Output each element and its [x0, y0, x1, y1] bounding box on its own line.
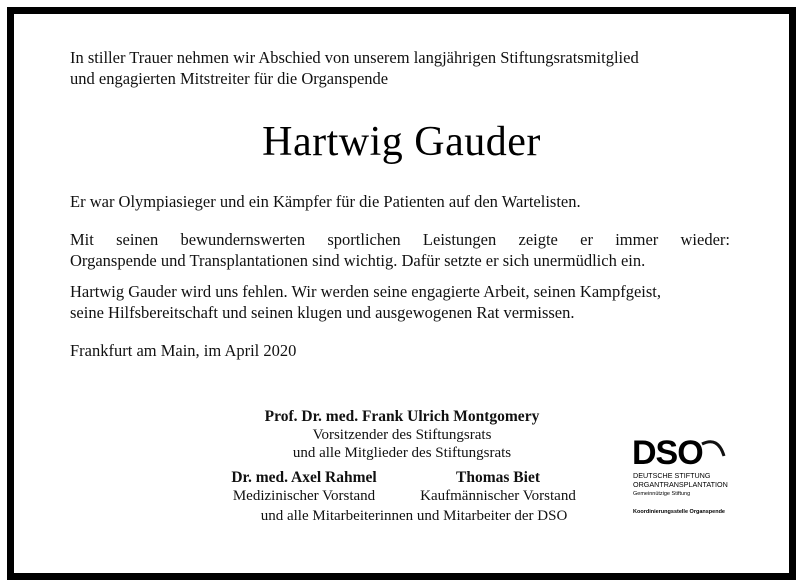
paragraph-achievements	[70, 229, 730, 271]
intro-text	[70, 47, 750, 89]
medical-role: Medizinischer Vorstand	[232, 488, 376, 504]
intro-line-2: und engagierten Mitstreiter für die Organspende	[70, 69, 389, 88]
signature-medical	[204, 469, 404, 505]
dso-logo-line-4: Koordinierungsstelle Organspende	[633, 509, 725, 515]
chair-role: Vorsitzender des Stiftungsrats	[312, 427, 492, 443]
signature-staff: und alle Mitarbeiterinnen und Mitarbeiter der DSO	[260, 508, 568, 524]
dso-logo-mark: DSO	[632, 434, 703, 472]
medical-name: Dr. med. Axel Rahmel	[231, 469, 377, 486]
commercial-role: Kaufmännischer Vorstand	[420, 488, 576, 504]
obituary-frame	[7, 7, 796, 580]
chair-name: Prof. Dr. med. Frank Ulrich Montgomery	[264, 408, 540, 425]
place-date: Frankfurt am Main, im April 2020	[70, 341, 297, 360]
commercial-name: Thomas Biet	[456, 469, 540, 486]
signature-commercial	[398, 469, 598, 505]
dso-logo-line-2: ORGANTRANSPLANTATION	[633, 480, 728, 489]
dso-logo-arc	[702, 442, 724, 456]
signature-chair	[232, 408, 572, 462]
chair-group: und alle Mitglieder des Stiftungsrats	[292, 445, 512, 461]
dso-logo-line-3: Gemeinnützige Stiftung	[633, 491, 691, 497]
paragraph-olympic: Er war Olympiasieger und ein Kämpfer für die Patienten auf den Wartelisten.	[70, 192, 581, 211]
paragraph-farewell	[70, 281, 730, 323]
dso-logo-line-1: DEUTSCHE STIFTUNG	[633, 471, 711, 480]
dso-logo	[632, 430, 757, 520]
intro-line-1: In stiller Trauer nehmen wir Abschied von unserem langjährigen Stiftungsratsmitglied	[70, 48, 639, 67]
paragraph-farewell-line-1: Hartwig Gauder wird uns fehlen. Wir werden seine engagierte Arbeit, seinen Kampfgeist,	[70, 282, 662, 301]
deceased-name: Hartwig Gauder	[262, 119, 541, 165]
paragraph-farewell-line-2: seine Hilfsbereitschaft und seinen klugen und ausgewogenen Rat vermissen.	[70, 303, 575, 322]
paragraph-achievements-line-1: Mit seinen bewundernswerten sportlichen Leistungen zeigte er immer wieder:	[70, 230, 730, 249]
paragraph-achievements-line-2: Organspende und Transplantationen sind wichtig. Dafür setzte er sich unermüdlich ein.	[70, 251, 646, 270]
